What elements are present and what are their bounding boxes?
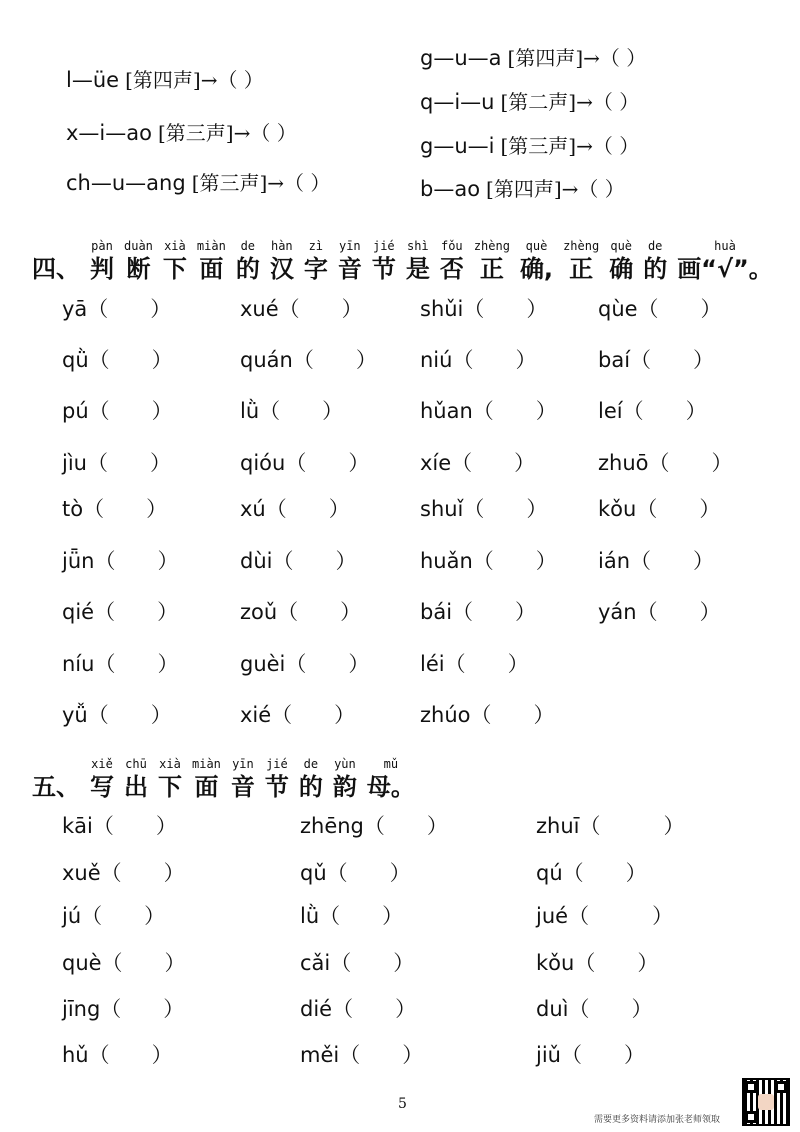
pinyin-annotation: zhèng [563, 239, 600, 253]
hanzi: 是 [405, 255, 430, 283]
hanzi: 否 [439, 255, 464, 283]
s3-left-item-0 [66, 64, 264, 93]
hanzi: 的 [235, 255, 260, 283]
heading-char [90, 756, 114, 802]
tone-tag: [第三声] [157, 121, 234, 145]
hanzi: 面 [199, 255, 224, 283]
judge-item[interactable]: ián（ ） [598, 549, 715, 573]
judge-item[interactable]: leí（ ） [598, 399, 707, 423]
heading-char [440, 238, 464, 284]
spelling: b—ao [420, 177, 481, 201]
heading-char [563, 238, 599, 284]
hanzi: 音 [337, 255, 362, 283]
hanzi: 写 [90, 773, 114, 801]
spelling: q—i—u [420, 90, 495, 114]
judge-item[interactable]: jìu（ ） [62, 451, 171, 475]
judge-item[interactable]: kǒu（ ） [598, 497, 721, 521]
pinyin-annotation: fǒu [440, 239, 463, 253]
judge-item[interactable]: qùe（ ） [598, 297, 722, 321]
heading-char [406, 238, 430, 284]
judge-item[interactable]: qié（ ） [62, 600, 179, 624]
pinyin-annotation: zhèng [473, 239, 510, 253]
pinyin-annotation: jié [372, 239, 395, 253]
pinyin-annotation: miàn [192, 757, 221, 771]
hanzi: 的 [643, 255, 668, 283]
final-item[interactable]: zhuī（ ） [536, 814, 685, 838]
pinyin-annotation: pàn [91, 239, 113, 253]
heading-char [474, 238, 510, 284]
heading-char [231, 756, 255, 802]
pinyin-annotation: huà [714, 239, 736, 253]
hanzi: 五、 [32, 773, 80, 801]
pinyin-annotation: yùn [334, 757, 356, 771]
pinyin-annotation: yīn [232, 757, 254, 771]
final-item[interactable]: duì（ ） [536, 997, 653, 1021]
heading-char [192, 756, 221, 802]
hanzi: 母。 [366, 773, 415, 801]
hanzi: 下 [162, 255, 187, 283]
heading-char [124, 238, 153, 284]
spelling: l—üe [66, 68, 120, 92]
pinyin-annotation: chū [125, 757, 147, 771]
judge-item[interactable]: xué（ ） [240, 297, 363, 321]
pinyin-annotation: mǔ [383, 757, 399, 771]
heading-char [270, 238, 294, 284]
section-4-heading [32, 238, 783, 284]
pinyin-annotation: xiě [91, 757, 113, 771]
judge-item[interactable]: qióu（ ） [240, 451, 370, 475]
tone-tag: [第四声] [486, 177, 562, 201]
heading-char [163, 238, 187, 284]
hanzi: 韵 [332, 773, 357, 801]
final-item[interactable]: qú（ ） [536, 861, 647, 885]
final-item[interactable]: jiǔ（ ） [536, 1043, 645, 1067]
pinyin-annotation: hàn [270, 239, 293, 253]
final-item[interactable]: jīng（ ） [62, 997, 185, 1021]
s3-right-item-0 [420, 42, 646, 71]
judge-item[interactable]: niú（ ） [420, 348, 537, 372]
judge-item[interactable]: léi（ ） [420, 652, 529, 676]
tone-tag: [第四声] [125, 68, 201, 92]
final-item[interactable]: hǔ（ ） [62, 1043, 173, 1067]
pinyin-annotation: duàn [124, 239, 153, 253]
qr-code-icon [742, 1078, 790, 1126]
heading-char [677, 238, 773, 284]
footer-note: 需要更多资料请添加张老师领取 [594, 1115, 721, 1125]
final-item[interactable]: jú（ ） [62, 904, 166, 928]
answer-blank[interactable]: →（ ） [200, 68, 264, 92]
s3-left-item-1 [66, 117, 297, 146]
heading-char [124, 756, 148, 802]
final-item[interactable]: zhēng（ ） [300, 814, 448, 838]
hanzi: 音 [230, 773, 255, 801]
hanzi: 断 [126, 255, 151, 283]
judge-item[interactable]: xíe（ ） [420, 451, 536, 475]
s3-right-item-1 [420, 86, 639, 115]
hanzi: 画“√”。 [677, 255, 773, 283]
pinyin-annotation: miàn [196, 239, 226, 253]
heading-char [643, 238, 667, 284]
hanzi: 面 [194, 773, 219, 801]
judge-item[interactable]: shuǐ（ ） [420, 497, 548, 521]
pinyin-annotation: zì [308, 239, 324, 253]
heading-char [90, 238, 114, 284]
hanzi: 判 [90, 255, 114, 283]
s3-right-item-2 [420, 130, 639, 159]
heading-char [32, 238, 80, 284]
final-item[interactable]: qǔ（ ） [300, 861, 411, 885]
heading-char [197, 238, 226, 284]
judge-item[interactable]: bái（ ） [420, 600, 537, 624]
hanzi: 节 [371, 255, 396, 283]
answer-blank[interactable]: →（ ） [267, 171, 331, 195]
judge-item[interactable]: xié（ ） [240, 703, 356, 727]
spelling: g—u—a [420, 46, 502, 70]
heading-char [265, 756, 289, 802]
final-item[interactable]: měi（ ） [300, 1043, 424, 1067]
heading-char [299, 756, 323, 802]
heading-char [304, 238, 328, 284]
spelling: x—i—ao [66, 121, 152, 145]
judge-item[interactable]: yán（ ） [598, 600, 721, 624]
pinyin-annotation: xià [164, 239, 186, 253]
heading-char [609, 238, 633, 284]
heading-char [32, 756, 80, 802]
tone-tag: [第四声] [507, 46, 584, 70]
judge-item[interactable]: huǎn（ ） [420, 549, 557, 573]
heading-char [236, 238, 260, 284]
heading-char [158, 756, 182, 802]
judge-item[interactable]: lǜ（ ） [240, 399, 344, 423]
final-item[interactable]: lǜ（ ） [300, 904, 404, 928]
answer-blank[interactable]: →（ ） [561, 177, 625, 201]
hanzi: 出 [124, 773, 148, 801]
hanzi: 四、 [32, 255, 80, 283]
hanzi: 汉 [269, 255, 294, 283]
page-number: 5 [398, 1096, 407, 1112]
judge-item[interactable]: xú（ ） [240, 497, 350, 521]
judge-item[interactable]: yǚ（ ） [62, 703, 172, 727]
final-item[interactable]: xuě（ ） [62, 861, 185, 885]
answer-blank[interactable]: →（ ） [233, 121, 297, 145]
judge-item[interactable]: shǔi（ ） [420, 297, 548, 321]
pinyin-annotation: shì [406, 239, 429, 253]
judge-item[interactable]: zhuō（ ） [598, 451, 733, 475]
judge-item[interactable]: níu（ ） [62, 652, 179, 676]
spelling: ch—u—ang [66, 171, 186, 195]
hanzi: 确 [609, 255, 634, 283]
answer-blank[interactable]: →（ ） [576, 134, 640, 158]
heading-char [333, 756, 357, 802]
final-item[interactable]: jué（ ） [536, 904, 674, 928]
pinyin-annotation: de [303, 757, 319, 771]
s3-right-item-3 [420, 173, 625, 202]
pinyin-annotation: de [240, 239, 256, 253]
hanzi: 正 [569, 255, 594, 283]
hanzi: 节 [264, 773, 289, 801]
hanzi: 正 [479, 255, 504, 283]
final-item[interactable]: dié（ ） [300, 997, 417, 1021]
answer-blank[interactable]: →（ ） [576, 90, 640, 114]
final-item[interactable]: kǒu（ ） [536, 951, 659, 975]
heading-char [338, 238, 362, 284]
judge-item[interactable]: guèi（ ） [240, 652, 370, 676]
pinyin-annotation: jié [266, 757, 288, 771]
tone-tag: [第三声] [500, 134, 577, 158]
heading-char [372, 238, 396, 284]
spelling: g—u—i [420, 134, 495, 158]
judge-item[interactable]: hǔan（ ） [420, 399, 557, 423]
tone-tag: [第三声] [191, 171, 268, 195]
pinyin-annotation: de [647, 239, 663, 253]
final-item[interactable]: kāi（ ） [62, 814, 177, 838]
pinyin-annotation: xià [159, 757, 181, 771]
hanzi: 确, [519, 255, 554, 283]
heading-char [520, 238, 553, 284]
hanzi: 的 [298, 773, 323, 801]
judge-item[interactable]: baí（ ） [598, 348, 715, 372]
pinyin-annotation: què [525, 239, 548, 253]
judge-item[interactable]: tò（ ） [62, 497, 168, 521]
judge-item[interactable]: qǜ（ ） [62, 348, 173, 372]
answer-blank[interactable]: →（ ） [583, 46, 647, 70]
hanzi: 下 [158, 773, 182, 801]
hanzi: 字 [303, 255, 328, 283]
judge-item[interactable]: quán（ ） [240, 348, 377, 372]
judge-item[interactable]: zhúo（ ） [420, 703, 555, 727]
judge-item[interactable]: dùi（ ） [240, 549, 357, 573]
section-5-heading [32, 756, 425, 802]
tone-tag: [第二声] [500, 90, 577, 114]
final-item[interactable]: què（ ） [62, 951, 186, 975]
judge-item[interactable]: pú（ ） [62, 399, 173, 423]
judge-item[interactable]: yā（ ） [62, 297, 172, 321]
judge-item[interactable]: jǖn（ ） [62, 549, 179, 573]
heading-char [367, 756, 415, 802]
pinyin-annotation: yīn [338, 239, 361, 253]
judge-item[interactable]: zoǔ（ ） [240, 600, 362, 624]
pinyin-annotation: què [610, 239, 633, 253]
final-item[interactable]: cǎi（ ） [300, 951, 415, 975]
s3-left-item-2 [66, 167, 330, 196]
